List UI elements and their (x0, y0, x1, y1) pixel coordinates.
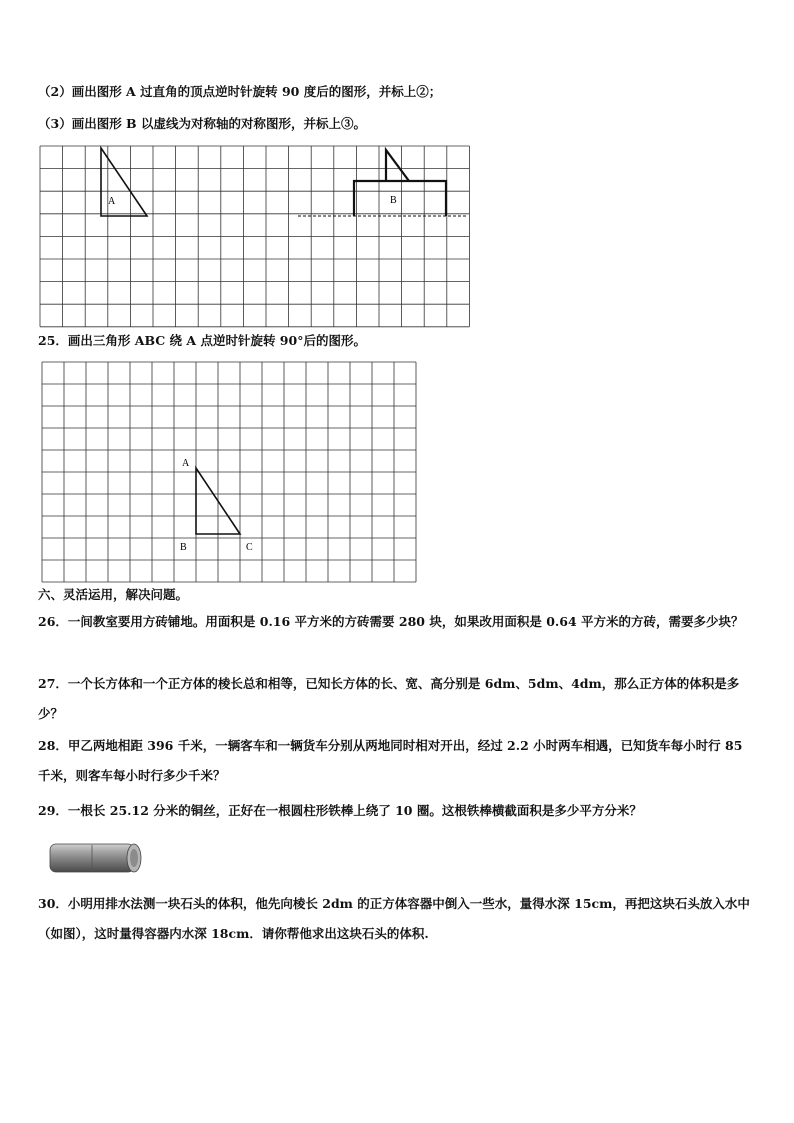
grid-lines-1 (40, 146, 469, 327)
q24-part2: （2）画出图形 A 过直角的顶点逆时针旋转 90 度后的图形，并标上②； (38, 84, 442, 99)
grid-figure-ab (40, 146, 470, 326)
shape-b-outline (354, 181, 446, 216)
q26-text: 26．一间教室要用方砖铺地。用面积是 0.16 平方米的方砖需要 280 块，如果改用面积是 0.64 平方米的方砖，需要多少块？ (38, 614, 744, 629)
q28-text: 28．甲乙两地相距 396 千米，一辆客车和一辆货车分别从两地同时相对开出，经过 2.2 小时两车相遇，已知货车每小时行 85 千米，则客车每小时行多少千米？ (38, 738, 743, 783)
q29-text: 29．一根长 25.12 分米的铜丝，正好在一根圆柱形铁棒上绕了 10 圈。这根铁棒横截面积是多少平方分米？ (38, 803, 642, 818)
point-a-label: A (182, 458, 190, 469)
q24-part3: （3）画出图形 B 以虚线为对称轴的对称图形，并标上③。 (38, 116, 366, 131)
shape-b-label: B (390, 195, 397, 206)
grid-figure-abc (42, 362, 420, 580)
point-c-label: C (246, 542, 253, 553)
shape-a-label: A (108, 196, 116, 207)
q30-text: 30．小明用排水法测一块石头的体积，他先向棱长 2dm 的正方体容器中倒入一些水，量得水深 15cm，再把这块石头放入水中（如图），这时量得容器内水深 18cm．请你帮他求出这块石头的体积. (38, 896, 750, 941)
q25-text: 25．画出三角形 ABC 绕 A 点逆时针旋转 90°后的图形。 (38, 333, 366, 348)
grid-lines-2 (42, 362, 416, 582)
q27-text: 27．一个长方体和一个正方体的棱长总和相等，已知长方体的长、宽、高分别是 6dm、5dm、4dm，那么正方体的体积是多少？ (38, 676, 740, 721)
point-b-label: B (180, 542, 187, 553)
shape-b-flag (386, 150, 409, 181)
section6-heading: 六、灵活运用，解决问题。 (38, 587, 189, 602)
iron-rod-image (46, 840, 146, 876)
